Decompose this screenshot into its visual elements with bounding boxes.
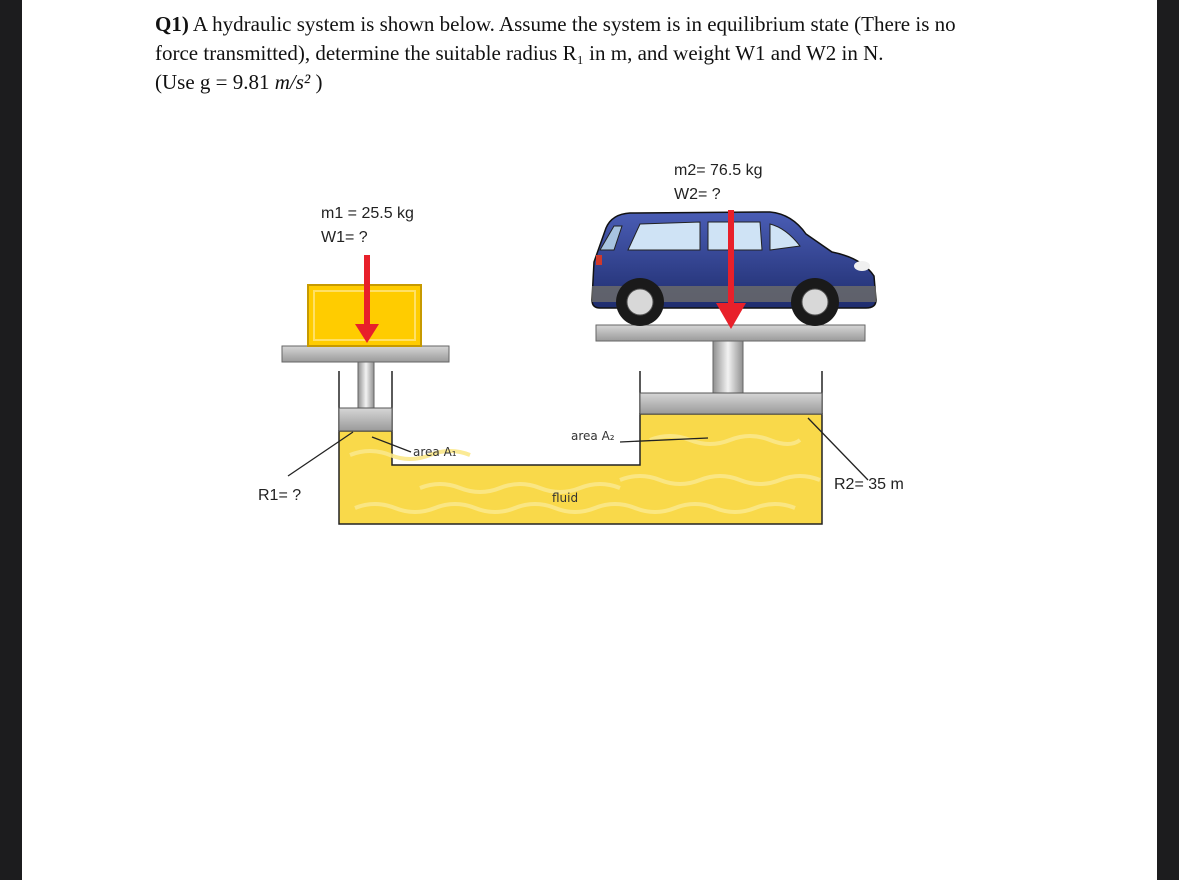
gravity-suffix: ) (310, 70, 323, 94)
question-line-2: force transmitted), determine the suitable radius R₁ in m, and weight W1 and W2 in N. (155, 41, 884, 65)
r2-label: R2= 35 m (834, 476, 904, 493)
right-piston (640, 341, 822, 414)
left-platform (282, 346, 449, 362)
fluid-label: fluid (552, 491, 579, 505)
w2-label: W2= ? (674, 186, 721, 203)
left-piston (339, 362, 392, 431)
area1-label: area A₁ (413, 445, 457, 459)
gravity-unit: m/s² (274, 70, 311, 94)
question-text-1: A hydraulic system is shown below. Assume the system is in equilibrium state (There is no (188, 12, 956, 36)
w1-label: W1= ? (321, 229, 368, 246)
r1-label: R1= ? (258, 487, 302, 504)
m2-label: m2= 76.5 kg (674, 162, 763, 179)
area2-label: area A₂ (571, 429, 615, 443)
gravity-prefix: (Use g = 9.81 (155, 70, 275, 94)
m1-label: m1 = 25.5 kg (321, 205, 414, 222)
question-number: Q1) (155, 12, 189, 36)
